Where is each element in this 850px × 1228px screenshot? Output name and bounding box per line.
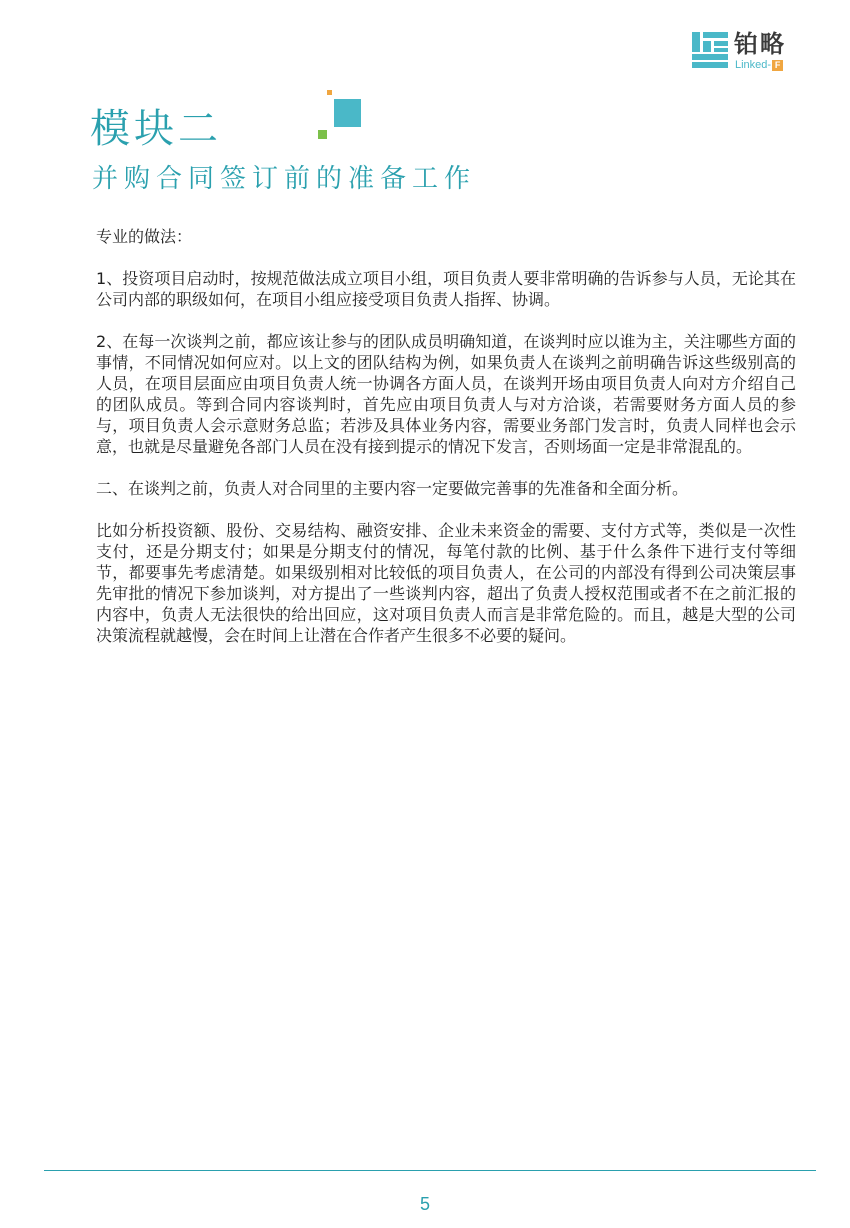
deco-square-orange <box>327 90 332 95</box>
logo-mark-icon <box>692 32 728 68</box>
module-title: 模块二 <box>90 106 222 152</box>
paragraph-analysis: 比如分析投资额、股份、交易结构、融资安排、企业未来资金的需要、支付方式等，类似是一次性支付，还是分期支付；如果是分期支付的情况，每笔付款的比例、基于什么条件下进行支付等细节，都要事先考虑清楚。如果级别相对比较低的项目负责人，在公司的内部没有得到公司决策层事先审批的情况下参加谈判，对方提出了一些谈判内容，超出了负责人授权范围或者不在之前汇报的内容中，负责人无法很快的给出回应，这对项目负责人而言是非常危险的。而且，越是大型的公司决策流程就越慢，会在时间上让潜在合作者产生很多不必要的疑问。 <box>96 521 796 645</box>
decorative-squares <box>318 90 366 142</box>
logo-name-en <box>735 59 783 71</box>
logo-badge: F <box>772 60 783 71</box>
deco-square-teal <box>334 99 361 127</box>
intro-heading: 专业的做法： <box>96 227 193 246</box>
footer-rule <box>44 1170 816 1171</box>
company-logo <box>692 30 812 74</box>
logo-name-cn: 铂略 <box>734 30 786 58</box>
paragraph-point-2: 2、在每一次谈判之前，都应该让参与的团队成员明确知道，在谈判时应以谁为主，关注哪些方面的事情，不同情况如何应对。以上文的团队结构为例，如果负责人在谈判之前明确告诉这些级别高的人员，在项目层面应由项目负责人统一协调各方面人员，在谈判开场由项目负责人向对方介绍自己的团队成员。等到合同内容谈判时，首先应由项目负责人与对方洽谈，若需要财务方面人员的参与，项目负责人会示意财务总监；若涉及具体业务内容，需要业务部门发言时，负责人同样也会示意，也就是尽量避免各部门人员在没有接到提示的情况下发言，否则场面一定是非常混乱的。 <box>96 332 796 456</box>
deco-square-green <box>318 130 327 139</box>
logo-name-en-text: Linked- <box>735 59 772 71</box>
paragraph-point-1: 1、投资项目启动时，按规范做法成立项目小组，项目负责人要非常明确的告诉参与人员，无论其在公司内部的职级如何，在项目小组应接受项目负责人指挥、协调。 <box>96 269 796 309</box>
module-subtitle: 并购合同签订前的准备工作 <box>92 164 477 194</box>
page-number: 5 <box>419 1194 430 1214</box>
section-two-heading: 二、在谈判之前，负责人对合同里的主要内容一定要做完善事的先准备和全面分析。 <box>96 479 689 498</box>
body-content <box>96 226 796 667</box>
